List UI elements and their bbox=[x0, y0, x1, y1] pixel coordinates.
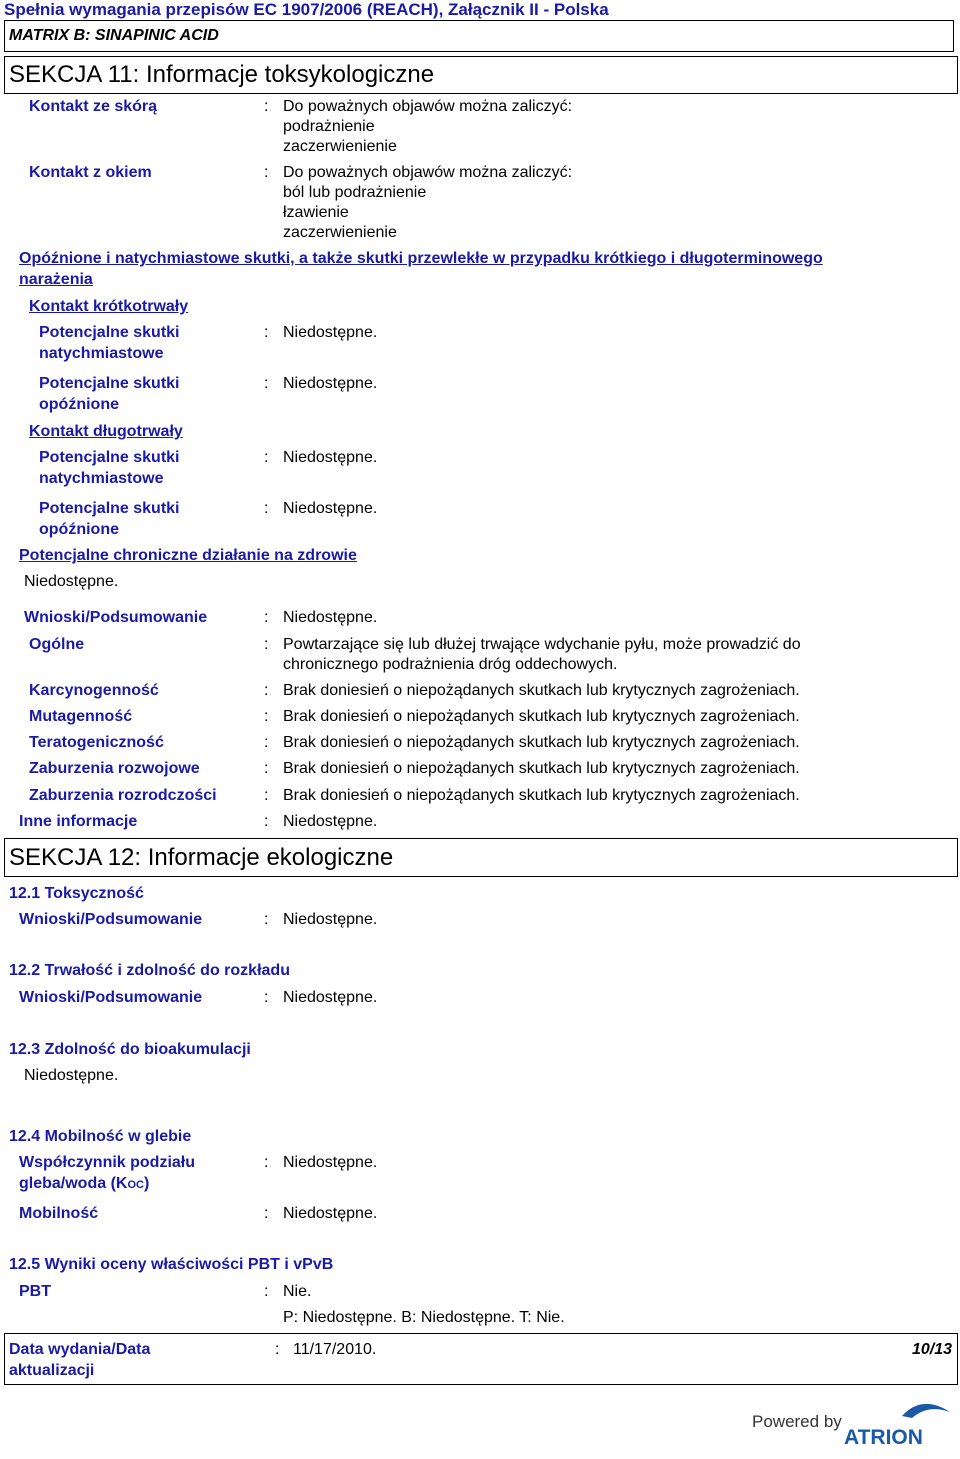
bioaccumulation-heading: 12.3 Zdolność do bioakumulacji bbox=[9, 1041, 251, 1058]
carcinogenicity-label: Karcynogenność bbox=[29, 682, 159, 699]
colon: : bbox=[264, 609, 269, 626]
summary-value: Niedostępne. bbox=[283, 609, 378, 626]
pbt-heading: 12.5 Wyniki oceny właściwości PBT i vPvB bbox=[9, 1256, 334, 1273]
atrion-logo-text: ATRION bbox=[844, 1426, 923, 1448]
short-delayed-label-2: opóźnione bbox=[39, 396, 119, 413]
colon: : bbox=[264, 324, 269, 341]
long-immediate-label-2: natychmiastowe bbox=[39, 470, 164, 487]
other-info-label: Inne informacje bbox=[19, 813, 138, 830]
mutagenicity-value: Brak doniesień o niepożądanych skutkach lub krytycznych zagrożeniach. bbox=[283, 708, 800, 725]
powered-by-text: Powered by bbox=[752, 1412, 842, 1431]
bioaccumulation-value: Niedostępne. bbox=[24, 1067, 119, 1084]
colon: : bbox=[275, 1341, 280, 1358]
persistence-summary-value: Niedostępne. bbox=[283, 989, 378, 1006]
section-11-box bbox=[4, 56, 958, 94]
colon: : bbox=[264, 813, 269, 830]
koc-label-2 bbox=[19, 1174, 149, 1195]
atrion-logo-icon bbox=[842, 1398, 958, 1448]
chronic-heading: Potencjalne chroniczne działanie na zdrowie bbox=[19, 547, 357, 564]
mobility-label: Mobilność bbox=[19, 1205, 99, 1222]
persistence-summary-label: Wnioski/Podsumowanie bbox=[19, 989, 203, 1006]
skin-contact-label: Kontakt ze skórą bbox=[29, 98, 158, 115]
general-line-1: Powtarzające się lub dłużej trwające wdychanie pyłu, może prowadzić do bbox=[283, 636, 801, 653]
skin-line-2: podrażnienie bbox=[283, 118, 375, 135]
general-label: Ogólne bbox=[29, 636, 85, 653]
colon: : bbox=[264, 734, 269, 751]
eye-line-3: łzawienie bbox=[283, 204, 349, 221]
section-12-box bbox=[4, 838, 958, 877]
colon: : bbox=[264, 1154, 269, 1171]
general-line-2: chronicznego podrażnienia dróg oddechowych. bbox=[283, 656, 618, 673]
mobility-value: Niedostępne. bbox=[283, 1205, 378, 1222]
eye-line-1: Do poważnych objawów można zaliczyć: bbox=[283, 164, 573, 181]
pbt-value: Nie. bbox=[283, 1283, 312, 1300]
page-number: 10/13 bbox=[911, 1341, 952, 1358]
colon: : bbox=[264, 708, 269, 725]
pbt-detail: P: Niedostępne. B: Niedostępne. T: Nie. bbox=[283, 1309, 565, 1326]
chronic-value: Niedostępne. bbox=[24, 573, 119, 590]
mobility-heading: 12.4 Mobilność w glebie bbox=[9, 1128, 192, 1145]
section-11-title: SEKCJA 11: Informacje toksykologiczne bbox=[9, 61, 435, 88]
footer-box bbox=[4, 1333, 958, 1385]
developmental-value: Brak doniesień o niepożądanych skutkach lub krytycznych zagrożeniach. bbox=[283, 760, 800, 777]
koc-subscript: OC bbox=[127, 1179, 144, 1191]
colon: : bbox=[264, 449, 269, 466]
toxicity-heading: 12.1 Toksyczność bbox=[9, 885, 144, 902]
colon: : bbox=[264, 500, 269, 517]
mutagenicity-label: Mutagenność bbox=[29, 708, 133, 725]
colon: : bbox=[264, 1205, 269, 1222]
reproductive-value: Brak doniesień o niepożądanych skutkach lub krytycznych zagrożeniach. bbox=[283, 787, 800, 804]
eye-line-2: ból lub podrażnienie bbox=[283, 184, 427, 201]
short-immediate-label: Potencjalne skutki bbox=[39, 324, 180, 341]
delayed-effects-heading-cont: narażenia bbox=[19, 271, 93, 288]
carcinogenicity-value: Brak doniesień o niepożądanych skutkach lub krytycznych zagrożeniach. bbox=[283, 682, 800, 699]
issue-date-label-2: aktualizacji bbox=[9, 1362, 95, 1379]
colon: : bbox=[264, 98, 269, 115]
issue-date-label: Data wydania/Data bbox=[9, 1341, 151, 1358]
colon: : bbox=[264, 164, 269, 181]
colon: : bbox=[264, 787, 269, 804]
koc-value: Niedostępne. bbox=[283, 1154, 378, 1171]
skin-line-1: Do poważnych objawów można zaliczyć: bbox=[283, 98, 573, 115]
reproductive-label: Zaburzenia rozrodczości bbox=[29, 787, 217, 804]
long-immediate-value: Niedostępne. bbox=[283, 449, 378, 466]
long-delayed-label: Potencjalne skutki bbox=[39, 500, 180, 517]
colon: : bbox=[264, 989, 269, 1006]
koc-label: Współczynnik podziału bbox=[19, 1154, 196, 1171]
persistence-heading: 12.2 Trwałość i zdolność do rozkładu bbox=[9, 962, 290, 979]
product-box bbox=[4, 20, 954, 52]
section-12-title: SEKCJA 12: Informacje ekologiczne bbox=[9, 844, 394, 871]
colon: : bbox=[264, 911, 269, 928]
teratogenicity-value: Brak doniesień o niepożądanych skutkach lub krytycznych zagrożeniach. bbox=[283, 734, 800, 751]
eye-contact-label: Kontakt z okiem bbox=[29, 164, 152, 181]
long-delayed-value: Niedostępne. bbox=[283, 500, 378, 517]
colon: : bbox=[264, 375, 269, 392]
delayed-effects-heading: Opóźnione i natychmiastowe skutki, a także skutki przewlekłe w przypadku krótkiego i długoterminowego bbox=[19, 250, 823, 267]
short-delayed-label: Potencjalne skutki bbox=[39, 375, 180, 392]
teratogenicity-label: Teratogeniczność bbox=[29, 734, 164, 751]
eye-line-4: zaczerwienienie bbox=[283, 224, 397, 241]
developmental-label: Zaburzenia rozwojowe bbox=[29, 760, 200, 777]
regulation-header: Spełnia wymagania przepisów EC 1907/2006 (REACH), Załącznik II - Polska bbox=[4, 0, 609, 19]
colon: : bbox=[264, 636, 269, 653]
colon: : bbox=[264, 760, 269, 777]
long-immediate-label: Potencjalne skutki bbox=[39, 449, 180, 466]
koc-label-close: ) bbox=[143, 1175, 150, 1192]
short-delayed-value: Niedostępne. bbox=[283, 375, 378, 392]
short-immediate-label-2: natychmiastowe bbox=[39, 345, 164, 362]
short-immediate-value: Niedostępne. bbox=[283, 324, 378, 341]
issue-date-value: 11/17/2010. bbox=[293, 1341, 377, 1358]
toxicity-summary-value: Niedostępne. bbox=[283, 911, 378, 928]
long-delayed-label-2: opóźnione bbox=[39, 521, 119, 538]
colon: : bbox=[264, 1283, 269, 1300]
short-term-heading: Kontakt krótkotrwały bbox=[29, 298, 189, 315]
toxicity-summary-label: Wnioski/Podsumowanie bbox=[19, 911, 203, 928]
pbt-label: PBT bbox=[19, 1283, 51, 1300]
other-info-value: Niedostępne. bbox=[283, 813, 378, 830]
long-term-heading: Kontakt długotrwały bbox=[29, 423, 183, 440]
koc-label-text: gleba/woda (K bbox=[19, 1175, 128, 1192]
summary-label: Wnioski/Podsumowanie bbox=[24, 609, 208, 626]
skin-line-3: zaczerwienienie bbox=[283, 138, 397, 155]
product-name: MATRIX B: SINAPINIC ACID bbox=[9, 27, 219, 44]
colon: : bbox=[264, 682, 269, 699]
